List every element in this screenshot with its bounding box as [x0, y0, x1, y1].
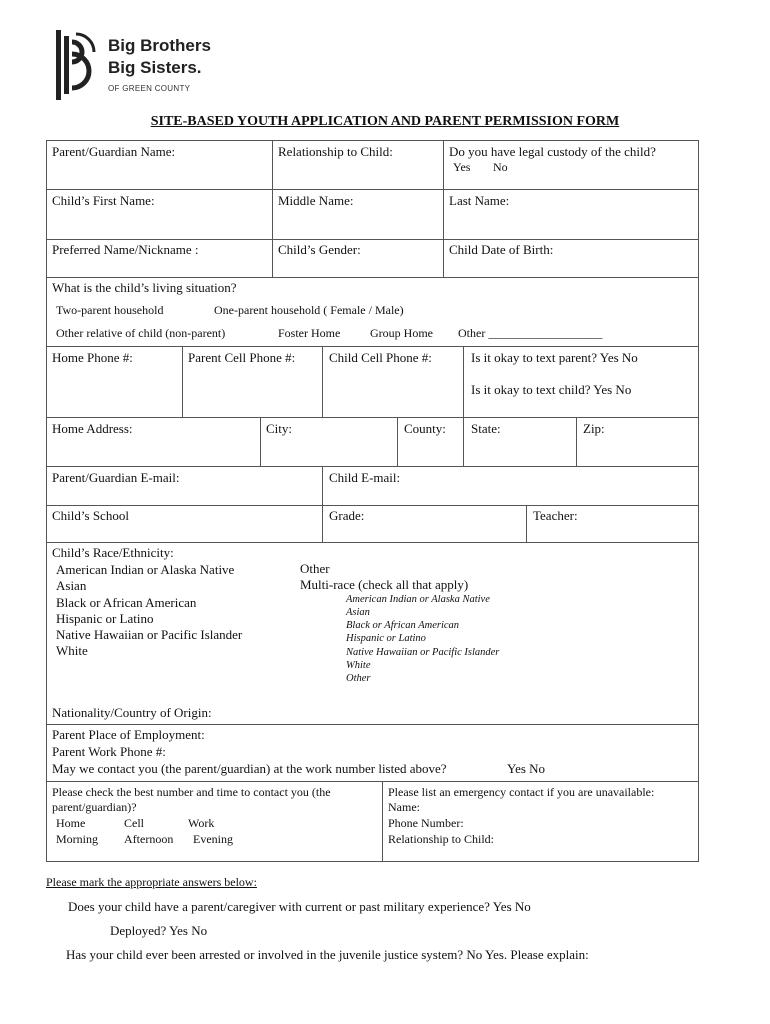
logo-line2: Big Sisters. — [108, 58, 202, 77]
deployed-question[interactable]: Deployed? Yes No — [110, 923, 208, 938]
contact-work-option[interactable]: Work — [188, 816, 215, 830]
relationship-field[interactable]: Relationship to Child: — [278, 144, 393, 159]
county-field[interactable]: County: — [404, 421, 446, 436]
race-option[interactable]: American Indian or Alaska Native — [56, 562, 235, 577]
grade-field[interactable]: Grade: — [329, 508, 365, 523]
child-dob-field[interactable]: Child Date of Birth: — [449, 242, 554, 257]
race-multi-option[interactable]: Multi-race (check all that apply) — [300, 577, 469, 592]
logo — [54, 28, 254, 104]
multi-race-option[interactable]: Asian — [346, 607, 370, 618]
contact-preference-question-cont: parent/guardian)? — [52, 800, 137, 814]
preferred-name-field[interactable]: Preferred Name/Nickname : — [52, 242, 199, 257]
work-contact-yes-no[interactable]: Yes No — [507, 761, 546, 776]
contact-home-option[interactable]: Home — [56, 816, 86, 830]
parent-work-phone-field[interactable]: Parent Work Phone #: — [52, 744, 166, 759]
last-name-field[interactable]: Last Name: — [449, 193, 510, 208]
multi-race-option[interactable]: Hispanic or Latino — [346, 633, 426, 644]
teacher-field[interactable]: Teacher: — [533, 508, 578, 523]
living-one-parent-option[interactable]: One-parent household ( Female / Male) — [214, 303, 404, 317]
bottom-section-header: Please mark the appropriate answers below: — [46, 875, 257, 889]
arrested-question[interactable]: Has your child ever been arrested or involved in the juvenile justice system? No Yes. Please explain: — [66, 947, 589, 962]
emergency-phone-field[interactable]: Phone Number: — [388, 816, 464, 830]
parent-guardian-name-field[interactable]: Parent/Guardian Name: — [52, 144, 176, 159]
nationality-field[interactable]: Nationality/Country of Origin: — [52, 705, 212, 720]
multi-race-option[interactable]: White — [346, 660, 371, 671]
multi-race-option[interactable]: Native Hawaiian or Pacific Islander — [346, 647, 500, 658]
logo-line3: OF GREEN COUNTY — [108, 84, 191, 93]
living-situation-question: What is the child’s living situation? — [52, 280, 237, 295]
multi-race-option[interactable]: Black or African American — [346, 620, 460, 631]
zip-field[interactable]: Zip: — [583, 421, 605, 436]
multi-race-option[interactable]: American Indian or Alaska Native — [346, 594, 490, 605]
form-title: SITE-BASED YOUTH APPLICATION AND PARENT PERMISSION FORM — [150, 114, 620, 129]
child-email-field[interactable]: Child E-mail: — [329, 470, 401, 485]
living-foster-option[interactable]: Foster Home — [278, 326, 341, 340]
work-contact-question: May we contact you (the parent/guardian) at the work number listed above? — [52, 761, 447, 776]
contact-afternoon-option[interactable]: Afternoon — [124, 832, 174, 846]
multi-race-option[interactable]: Other — [346, 673, 371, 684]
child-cell-field[interactable]: Child Cell Phone #: — [329, 350, 432, 365]
living-other-relative-option[interactable]: Other relative of child (non-parent) — [56, 326, 226, 340]
emergency-name-field[interactable]: Name: — [388, 800, 420, 814]
child-first-name-field[interactable]: Child’s First Name: — [52, 193, 155, 208]
emergency-relationship-field[interactable]: Relationship to Child: — [388, 832, 495, 846]
custody-no-option[interactable]: No — [493, 160, 508, 174]
living-other-option[interactable]: Other ___________________ — [458, 326, 603, 340]
parent-employment-field[interactable]: Parent Place of Employment: — [52, 727, 205, 742]
child-gender-field[interactable]: Child’s Gender: — [278, 242, 361, 257]
state-field[interactable]: State: — [471, 421, 501, 436]
military-question[interactable]: Does your child have a parent/caregiver with current or past military experience? Yes No — [68, 899, 531, 914]
logo-mark-icon — [54, 28, 104, 102]
parent-email-field[interactable]: Parent/Guardian E-mail: — [52, 470, 180, 485]
contact-cell-option[interactable]: Cell — [124, 816, 144, 830]
race-option[interactable]: Native Hawaiian or Pacific Islander — [56, 627, 243, 642]
living-two-parent-option[interactable]: Two-parent household — [56, 303, 164, 317]
home-address-field[interactable]: Home Address: — [52, 421, 133, 436]
contact-morning-option[interactable]: Morning — [56, 832, 98, 846]
home-phone-field[interactable]: Home Phone #: — [52, 350, 133, 365]
race-option[interactable]: Black or African American — [56, 595, 197, 610]
contact-preference-question: Please check the best number and time to contact you (the — [52, 785, 331, 799]
race-option[interactable]: Hispanic or Latino — [56, 611, 154, 626]
logo-line1: Big Brothers — [108, 36, 211, 55]
text-child-question[interactable]: Is it okay to text child? Yes No — [471, 382, 632, 397]
custody-yes-option[interactable]: Yes — [453, 160, 471, 174]
race-other-option[interactable]: Other — [300, 561, 330, 576]
city-field[interactable]: City: — [266, 421, 293, 436]
race-option[interactable]: White — [56, 643, 88, 658]
custody-question: Do you have legal custody of the child? — [449, 144, 656, 159]
living-group-option[interactable]: Group Home — [370, 326, 433, 340]
parent-cell-field[interactable]: Parent Cell Phone #: — [188, 350, 296, 365]
text-parent-question[interactable]: Is it okay to text parent? Yes No — [471, 350, 638, 365]
child-school-field[interactable]: Child’s School — [52, 508, 129, 523]
race-option[interactable]: Asian — [56, 578, 87, 593]
middle-name-field[interactable]: Middle Name: — [278, 193, 354, 208]
contact-evening-option[interactable]: Evening — [193, 832, 233, 846]
emergency-contact-prompt: Please list an emergency contact if you are unavailable: — [388, 785, 655, 799]
race-label: Child’s Race/Ethnicity: — [52, 545, 174, 560]
